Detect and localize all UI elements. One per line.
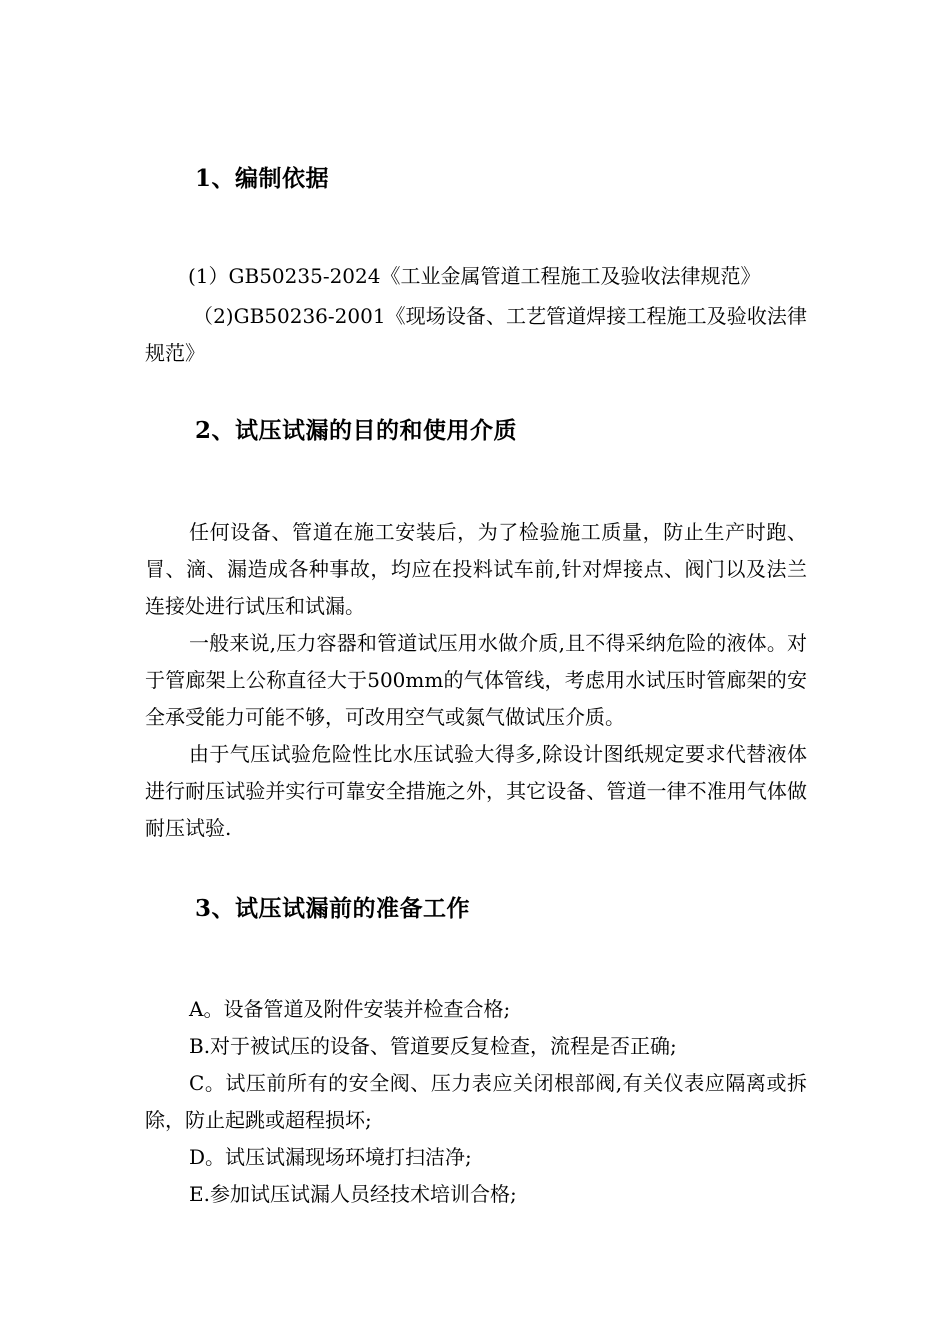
section-heading: 2、试压试漏的目的和使用介质 [195,417,518,444]
body-paragraph: 任何设备、管道在施工安装后，为了检验施工质量，防止生产时跑、冒、滴、漏造成各种事故，均应在投料试车前,针对焊接点、阀门以及法兰连接处进行试压和试漏。 [145,520,807,618]
list-item: C。试压前所有的安全阀、压力表应关闭根部阀,有关仪表应隔离或拆除，防止起跳或超程损坏; [145,1071,807,1132]
section-heading: 3、试压试漏前的准备工作 [195,895,471,922]
body-paragraph: 一般来说,压力容器和管道试压用水做介质,且不得采纳危险的液体。对于管廊架上公称直径大于500mm的气体管线，考虑用水试压时管廊架的安全承受能力可能不够，可改用空气或氮气做试压介质。 [145,631,807,729]
section-heading: 1、编制依据 [195,165,330,192]
list-item: E.参加试压试漏人员经技术培训合格; [189,1182,517,1206]
list-item: A。设备管道及附件安装并检查合格; [189,997,511,1021]
list-item: D。试压试漏现场环境打扫洁净; [189,1145,472,1169]
list-item: B.对于被试压的设备、管道要反复检查，流程是否正确; [189,1034,677,1058]
reference-item: （2)GB50236-2001《现场设备、工艺管道焊接工程施工及验收法律规范》 [145,304,807,365]
reference-item: (1）GB50235-2024《工业金属管道工程施工及验收法律规范》 [188,264,761,288]
body-paragraph: 由于气压试验危险性比水压试验大得多,除设计图纸规定要求代替液体进行耐压试验并实行可靠安全措施之外，其它设备、管道一律不准用气体做耐压试验. [145,742,807,840]
